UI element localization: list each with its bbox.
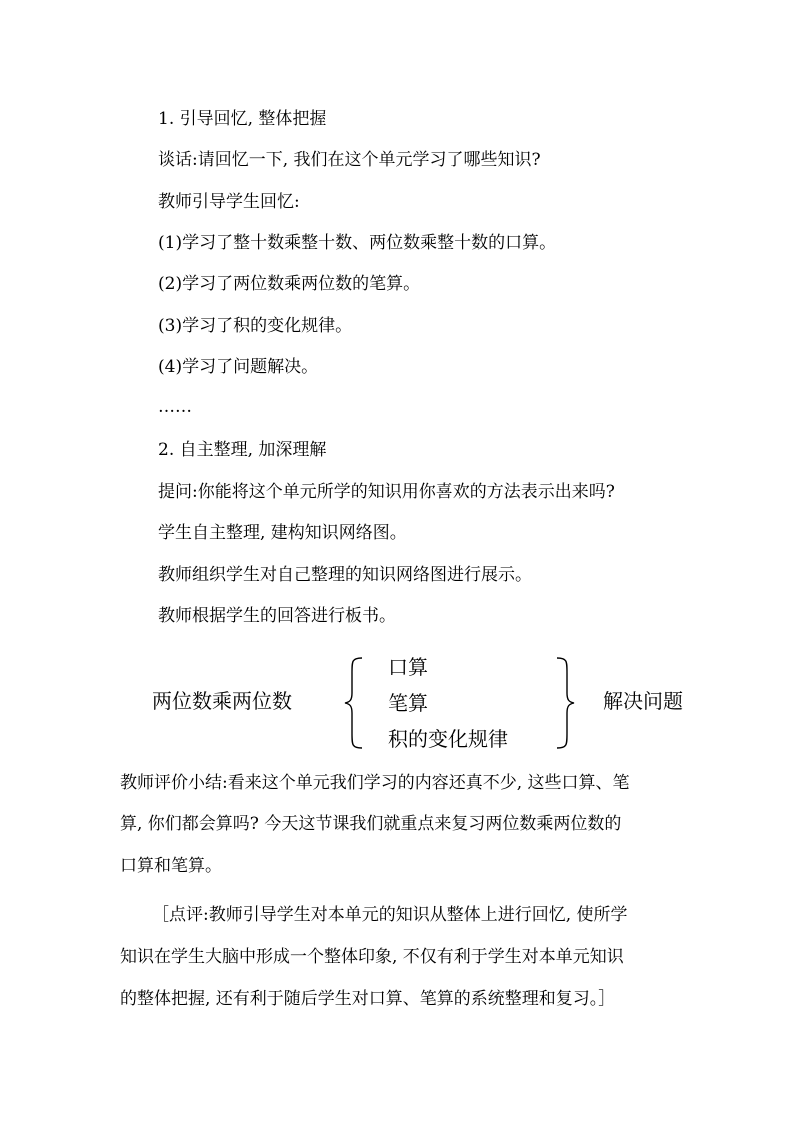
left-brace-icon <box>342 655 366 751</box>
diagram-item-3: 积的变化规律 <box>388 727 508 751</box>
section2-heading: 2. 自主整理, 加深理解 <box>158 440 327 460</box>
section1-line-2: 教师引导学生回忆: <box>158 192 300 212</box>
diagram-right-label: 解决问题 <box>603 689 683 713</box>
section1-heading: 1. 引导回忆, 整体把握 <box>158 109 327 129</box>
section1-line-5: (3)学习了积的变化规律。 <box>158 316 353 336</box>
section1-line-3: (1)学习了整十数乘整十数、两位数乘整十数的口算。 <box>158 233 557 253</box>
diagram-left-label: 两位数乘两位数 <box>152 689 292 713</box>
comment-line-2: 知识在学生大脑中形成一个整体印象, 不仅有利于学生对本单元知识 <box>120 947 624 967</box>
section2-line-1: 提问:你能将这个单元所学的知识用你喜欢的方法表示出来吗? <box>158 482 615 502</box>
section2-line-4: 教师根据学生的回答进行板书。 <box>158 606 396 626</box>
section2-line-3: 教师组织学生对自己整理的知识网络图进行展示。 <box>158 565 532 585</box>
section1-line-1: 谈话:请回忆一下, 我们在这个单元学习了哪些知识? <box>158 150 541 170</box>
diagram-item-1: 口算 <box>388 655 428 679</box>
right-brace-icon <box>553 655 577 751</box>
summary-line-1: 教师评价小结:看来这个单元我们学习的内容还真不少, 这些口算、笔 <box>120 773 630 793</box>
section2-line-2: 学生自主整理, 建构知识网络图。 <box>158 523 407 543</box>
diagram-item-2: 笔算 <box>388 691 428 715</box>
comment-line-3: 的整体把握, 还有利于随后学生对口算、笔算的系统整理和复习。］ <box>120 989 616 1009</box>
section1-ellipsis: …… <box>158 397 192 417</box>
section1-line-4: (2)学习了两位数乘两位数的笔算。 <box>158 274 421 294</box>
summary-line-3: 口算和笔算。 <box>120 856 222 876</box>
comment-line-1: ［点评:教师引导学生对本单元的知识从整体上进行回忆, 使所学 <box>152 905 628 925</box>
summary-line-2: 算, 你们都会算吗? 今天这节课我们就重点来复习两位数乘两位数的 <box>120 814 622 834</box>
section1-line-6: (4)学习了问题解决。 <box>158 357 319 377</box>
